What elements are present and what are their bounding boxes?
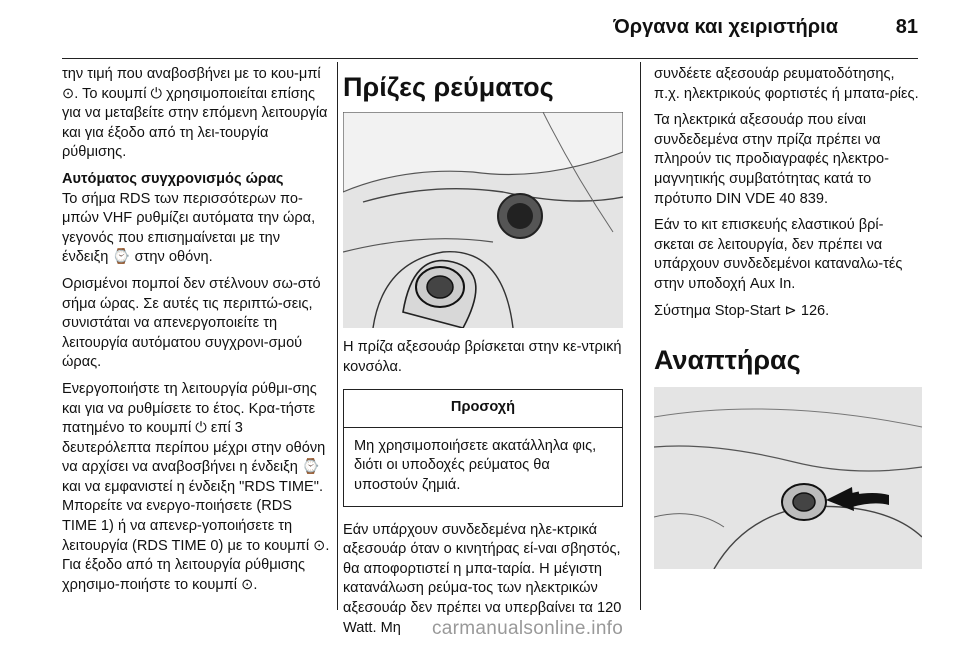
column-right bbox=[654, 65, 922, 569]
cigarette-lighter-illustration bbox=[654, 387, 922, 569]
power-outlet-drawing bbox=[343, 112, 623, 328]
column-divider bbox=[337, 62, 338, 610]
paragraph: Εάν το κιτ επισκευής ελαστικού βρί-σκεται σε λειτουργία, δεν πρέπει να υπάρχουν συνδεδεμένοι καταναλω-τές στην υποδοχή Aux In. bbox=[654, 217, 903, 292]
cross-reference: Σύστημα Stop-Start ⊳ 126. bbox=[654, 302, 830, 319]
caution-title: Προσοχή bbox=[344, 390, 622, 428]
page-number: 81 bbox=[895, 16, 918, 38]
paragraph: Ενεργοποιήστε τη λειτουργία ρύθμι-σης και για να ρυθμίσετε το έτος. Κρα-τήστε πατημένο το κουμπί ⏻ επί 3 δευτερόλεπτα περίπου μέχρι στην οθόνη να αρχίσει να αναβοσβήνει η ένδειξη ⌚ και να εμφανιστεί η ένδειξη "RDS TIME". Μπορείτε να ενεργο-ποιήσετε (RDS TIME 1) ή να απενερ-γοποιήσετε τη λειτουργία (RDS TIME 0) με το κουμπί ⊙. Για έξοδο από τη λειτουργία ρύθμισης χρησιμο-ποιήστε το κουμπί ⊙. bbox=[62, 380, 330, 593]
paragraph: την τιμή που αναβοσβήνει με το κου-μπί ⊙. Το κουμπί ⏻ χρησιμοποιείται επίσης για να μεταβείτε στην επόμενη λειτουργία και για έξοδο από τη λει-τουργία ρύθμισης. bbox=[62, 66, 328, 161]
column-divider bbox=[640, 62, 641, 610]
running-header-title: Όργανα και χειριστήρια bbox=[613, 16, 838, 38]
caution-box bbox=[343, 389, 623, 506]
section-title: Πρίζες ρεύματος bbox=[343, 72, 554, 102]
watermark: carmanualsonline.info bbox=[432, 618, 624, 639]
paragraph: Ορισμένοι πομποί δεν στέλνουν σω-στό σήμα ώρας. Σε αυτές τις περιπτώ-σεις, συνιστάται να απενεργοποιείτε τη λειτουργία αυτόματου συγχρονι-σμού ώρας. bbox=[62, 275, 321, 371]
cigarette-lighter-drawing bbox=[654, 387, 922, 569]
paragraph: Το σήμα RDS των περισσότερων πο-μπών VHF ρυθμίζει αυτόματα την ώρα, γεγονός που επισημαίνεται με την ένδειξη ⌚ στην οθόνη. bbox=[62, 190, 316, 266]
paragraph: συνδέετε αξεσουάρ ρευματοδότησης, π.χ. ηλεκτρικούς φορτιστές ή μπατα-ρίες. bbox=[654, 66, 919, 102]
column-middle bbox=[343, 70, 623, 645]
header-rule bbox=[62, 58, 918, 59]
paragraph: Τα ηλεκτρικά αξεσουάρ που είναι συνδεδεμένα στην πρίζα πρέπει να πληρούν τις προδιαγραφές ηλεκτρο-μαγνητικής συμβατότητας κατά το πρότυπο DIN VDE 40 839. bbox=[654, 112, 889, 207]
power-outlet-illustration bbox=[343, 112, 623, 328]
section-title: Αναπτήρας bbox=[654, 345, 801, 376]
figure-caption: Η πρίζα αξεσουάρ βρίσκεται στην κε-ντρική κονσόλα. bbox=[343, 339, 622, 375]
caution-text: Μη χρησιμοποιήσετε ακατάλληλα φις, διότι οι υποδοχές ρεύματος θα υποστούν ζημιά. bbox=[354, 437, 597, 493]
subheading: Αυτόματος συγχρονισμός ώρας bbox=[62, 170, 284, 187]
paragraph: Εάν υπάρχουν συνδεδεμένα ηλε-κτρικά αξεσουάρ όταν ο κινητήρας εί-ναι σβηστός, θα αποφορτιστεί η μπα-ταρία. Η μέγιστη κατανάλωση ρεύμα-τος των ηλεκτρικών αξεσουάρ δεν πρέπει να υπερβαίνει τα 120 Watt. Μη bbox=[343, 521, 622, 636]
column-left bbox=[62, 65, 330, 602]
